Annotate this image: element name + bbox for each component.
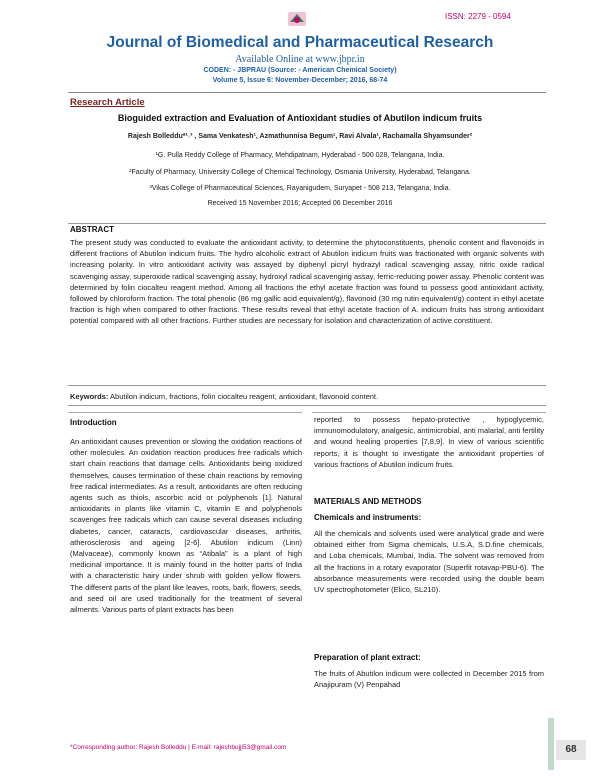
affiliation-3: ³Vikas College of Pharmaceutical Sciences, Rayanigudem, Suryapet - 508 213, Telangana, India. [149,185,451,192]
materials-methods-heading: MATERIALS AND METHODS [314,497,422,506]
article-dates: Received 15 November 2016; Accepted 06 December 2016 [207,200,393,207]
left-column-divider [68,412,302,413]
page-number: 68 [556,740,586,760]
keywords-text: Abutilon indicum, fractions, folin ciocalteu reagent, antioxidant, flavonoid content. [110,392,379,401]
abstract-heading: ABSTRACT [70,225,114,234]
affiliation-1: ¹G. Pulla Reddy College of Pharmacy, Mehdipatnam, Hyderabad - 500 028, Telangana, India. [155,152,445,159]
corresponding-author: *Corresponding author: Rajesh Bolleddu | E-mail: rajeshbujji53@gmail.com [70,744,287,751]
chemicals-heading: Chemicals and instruments: [314,513,422,522]
introduction-text: An antioxidant causes prevention or slowing the oxidation reactions of other molecules. An oxidation reaction produces free radicals which start chain reactions that damage cells. Antioxidants being oxidized themselves, causes termination of these chain reactions by removing free radical intermediates. As a result, antioxidants are often reducing agents such as thiols, ascorbic acid or polyphenols [1]. Natural antioxidants in plants like vitamin C, vitamin E and polyphenols scavenges free radicals which can cause several diseases including diabetes, cancer, cataracts, cardiovascular diseases, arthritis, atherosclerosis and ageing [2-6]. Abutilon indicum (Linn) (Malvaceae), commonly known as “Atibala” is a plant of high medicinal importance. It is mainly found in the hotter parts of India with a characteristic hairy under shrub with golden yellow flowers. The different parts of the plant like leaves, roots, bark, flowers, seeds, and seed oil are used traditionally for the treatment of several ailments. Various parts of plant extracts has been [70,437,302,615]
header-divider [68,92,546,93]
journal-volume: Volume 5, Issue 6: November-December; 2016, 68-74 [212,77,388,84]
introduction-continued-text: reported to possess hepato-protective , hypoglycemic, immunomodulatory, analgesic, antimicrobial, anti malarial, anti fertility and wound healing properties [7,8,9]. In view of various scientific reports, it is thought to investigate the antioxidant properties of various fractions of Abutilon indicum fruits. [314,415,544,469]
journal-title: Journal of Biomedical and Pharmaceutical Research [106,34,494,51]
article-title: Bioguided extraction and Evaluation of Antioxidant studies of Abutilon indicum fruits [117,113,483,123]
right-column-divider [312,412,546,413]
abstract-text: The present study was conducted to evaluate the antioxidant activity, to determine the phytoconstituents, phenolic content and flavonoids in different fractions of Abutilon indicum fruits. The hydro alcoholic extract of Abutilon indicum fruits was fractionated with organic solvents with increasing polarity. In vitro antioxidant activity was assayed by diphenyl picryl hydrazyl radical scavenging assay, nitric oxide radical scavenging assay, superoxide radical scavenging assay, hydroxyl radical scavenging assay, ferric-reducing power assay. Phenolic content was determined by folin ciocalteu reagent method. Among all fractions the ethyl acetate fraction was found to possess good antioxidant activity, followed by chloroform fraction. The total phenolic (86 mg gallic acid equivalent/g), flavonoid (30 mg rutin equivalent/g) content in ethyl acetate fraction is high when compared to other fractions. These results reveal that ethyl acetate fraction of A. indicum fruits has strong antioxidant potential compared with all other fractions. Further studies are necessary for isolation and characterization of active constituent. [70,238,544,326]
affiliation-2: ²Faculty of Pharmacy, University College of Chemical Technology, Osmania University, Hyderabad, Telangana. [129,169,471,176]
introduction-heading: Introduction [70,418,117,427]
journal-coden: CODEN: - JBPRAU (Source: - American Chemical Society) [203,67,397,74]
plant-extract-heading: Preparation of plant extract: [314,653,421,662]
journal-website[interactable]: Available Online at www.jbpr.in [235,54,365,65]
chemicals-text: All the chemicals and solvents used were analytical grade and were obtained either from Sigma chemicals, U.S.A, S.D.fine chemicals, and Loba chemicals, Mumbai, India. The solvent was removed from all the fractions in a rotary evaporator (Superfit rotavap-PBU-6). The absorbance measurements were recorded using the double beam UV spectrophotometer (Elico, SL210). [314,529,544,595]
plant-extract-text: The fruits of Abutilon indicum were collected in December 2015 from Anajipuram (V) Penpahad [314,669,544,690]
keywords-divider [68,405,546,406]
keywords-label: Keywords: [70,392,109,401]
author-list: Rajesh Bolleddu*¹˒³ , Sama Venkatesh¹, Azmathunnisa Begum¹, Ravi Alvala¹, Rachamalla Shyamsunder² [127,133,473,140]
article-type: Research Article [70,97,145,108]
jbpr-logo-icon [286,8,308,30]
issn-label: ISSN: 2279 - 0594 [445,12,511,21]
page-accent-bar [548,718,554,770]
keywords [70,392,544,401]
